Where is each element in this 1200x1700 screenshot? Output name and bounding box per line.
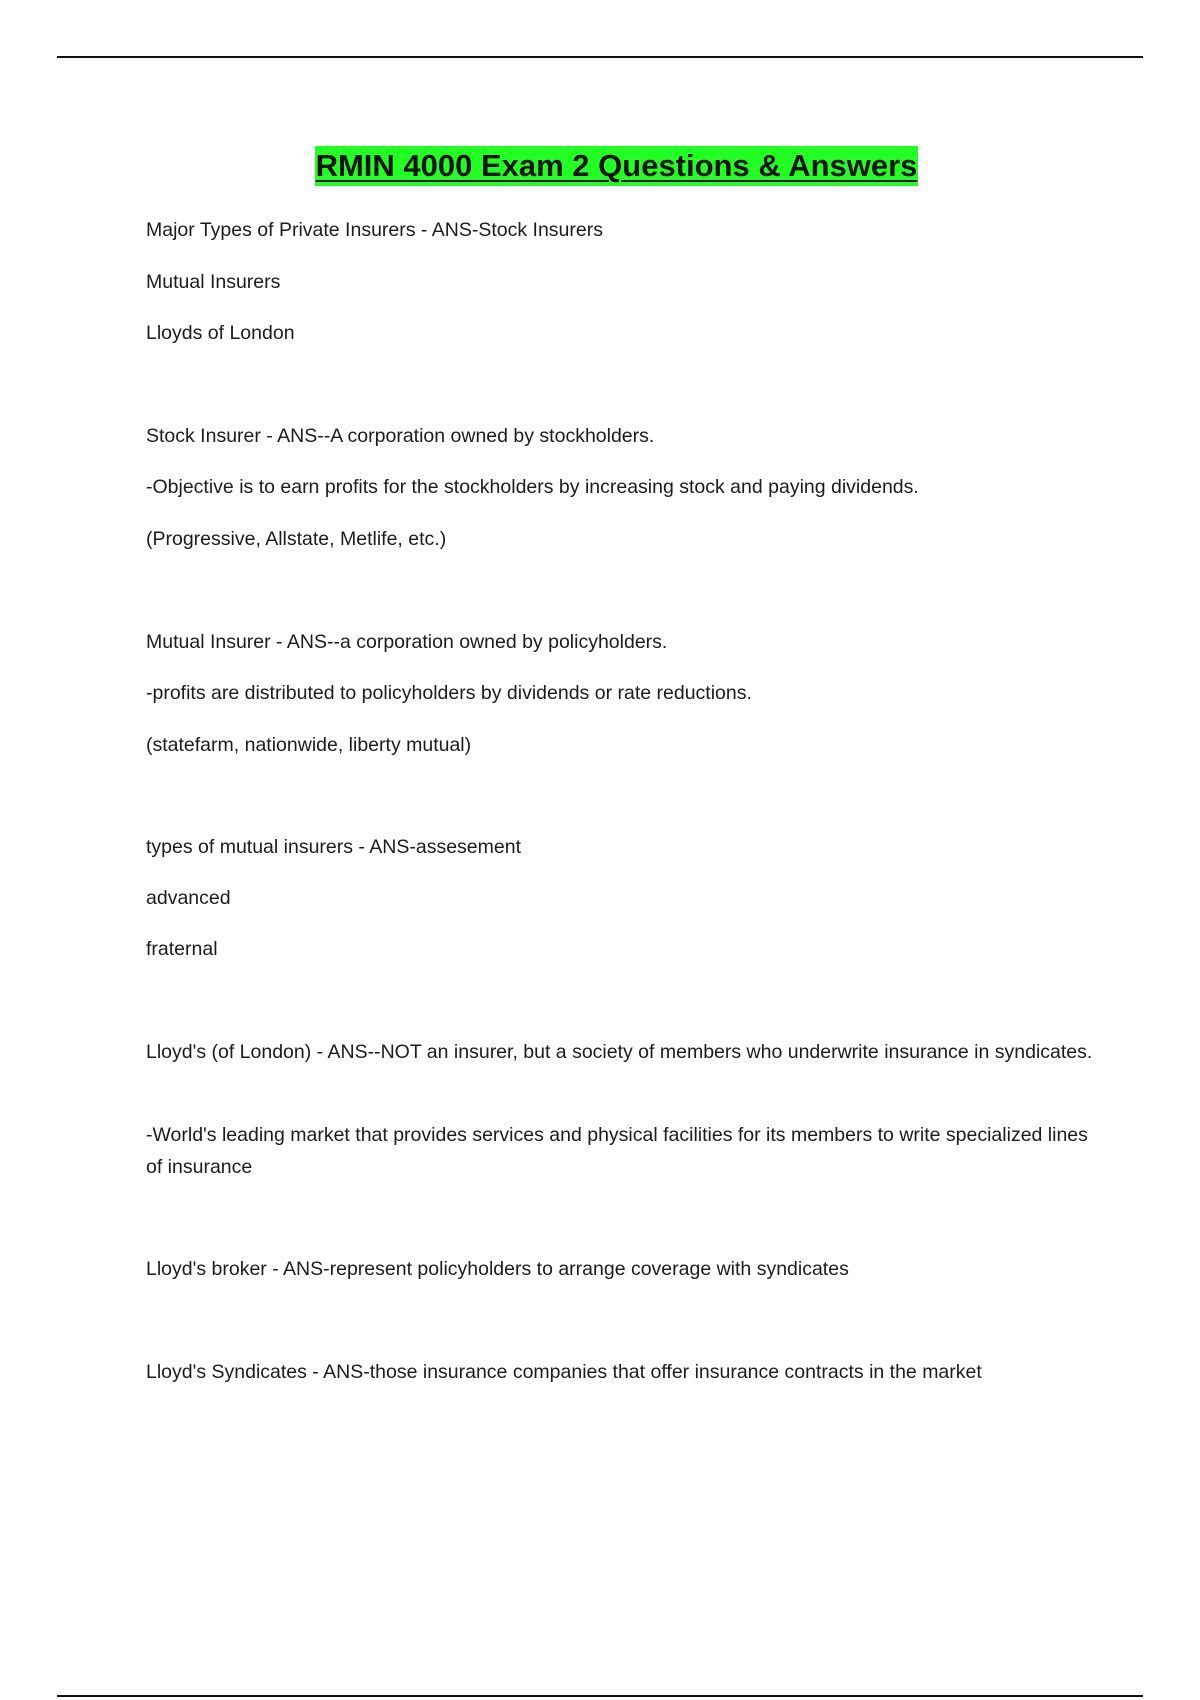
qa-line: -Objective is to earn profits for the stockholders by increasing stock and paying dividends. <box>146 476 919 498</box>
qa-line: (statefarm, nationwide, liberty mutual) <box>146 734 472 756</box>
page-title: RMIN 4000 Exam 2 Questions & Answers <box>315 146 919 186</box>
qa-line: Mutual Insurer - ANS--a corporation owned by policyholders. <box>146 631 668 653</box>
qa-line: Stock Insurer - ANS--A corporation owned by stockholders. <box>146 425 655 447</box>
title-container <box>0 146 1200 186</box>
qa-line: Major Types of Private Insurers - ANS-Stock Insurers <box>146 219 603 241</box>
qa-line: -profits are distributed to policyholders by dividends or rate reductions. <box>146 682 752 704</box>
qa-line: (Progressive, Allstate, Metlife, etc.) <box>146 528 447 550</box>
qa-line: Lloyds of London <box>146 322 295 344</box>
bottom-rule <box>57 1695 1143 1697</box>
qa-line: Lloyd's Syndicates - ANS-those insurance companies that offer insurance contracts in the market <box>146 1361 982 1383</box>
qa-line: -World's leading market that provides services and physical facilities for its members to write specialized lines of insurance <box>146 1124 1088 1178</box>
qa-line: advanced <box>146 887 231 909</box>
top-rule <box>57 56 1143 58</box>
qa-line: Lloyd's broker - ANS-represent policyholders to arrange coverage with syndicates <box>146 1258 849 1280</box>
qa-line: types of mutual insurers - ANS-assesement <box>146 836 521 858</box>
qa-line: Mutual Insurers <box>146 271 281 293</box>
qa-line: fraternal <box>146 938 218 960</box>
qa-line: Lloyd's (of London) - ANS--NOT an insurer, but a society of members who underwrite insurance in syndicates. <box>146 1041 1093 1063</box>
